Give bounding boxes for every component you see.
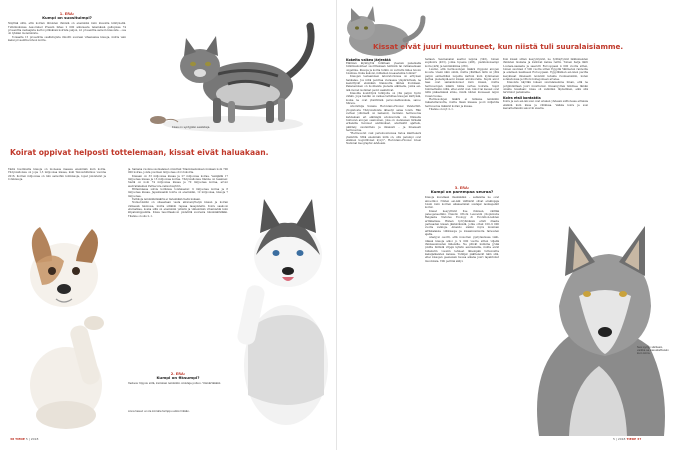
companionship-paragraph-3: Analyysi osoitti, että nuuorien pystytaulussa Lähi-idässä kissoja alkoi jo 9 000 vuotta sitten viljellä ihmisasumusten läheisille. Ne pitivät kuiluina jyvää jokilta hiillistä vitjejä kyläön asumuksilla, mutta eivät tullanutin vuosiin tehneet lähempää tuttavuutta kaksijalkaisten kanssa. Tutkijat päättelevät näin sitä, ettei kissojen geeneissä tuossa aikana juuri tapahtunut muutoksia. Villi perimä säilyi. [425, 236, 499, 263]
intelligence-box-title: Kumpi on fiksumpi? [156, 375, 200, 381]
right-col1-paragraph-3: Kissoilla koskittyvä tutkijoita on yhä paljon hyvin vähän. Jopa heidän on vaikea taltuttaa kissojen kärtyisiä, koska ne ovat yksilöllisiä persoonallisuuksia, sanoo Shreve. [346, 92, 421, 106]
intelligence-box-label: 2. ERÄ: [170, 372, 186, 376]
right-col1-paragraph-1: Eläinten älykkyyttä tutkitaan yleensä panemalla tutkimuskohteet suorittamaan tehtäviä tai ratkaisemaan ongelmia. Kissoja ja koiria tutkin on verrattu lähes tavoin toisiinsa. Kuka kekoisi, millainen koeasetelma toimisi? [346, 62, 421, 76]
companionship-box [425, 186, 499, 436]
left-col2-paragraph-1: ja. Samana vuonna suomalaiset omistivat Tilastokeskuksen mukaan noin 700 000 koiraa, joista puolisen miljoonaa oli rotukoiria. [128, 168, 228, 175]
right-col2-paragraph-1: hellaan. Seuraavaksi asettui leijona (545), toinen supikoira (453), jonka hyeena (495), pienikokoisempi koira (429) ja lemmikkikisa (250). [425, 58, 499, 68]
right-col2-paragraph-3: Hermosolujen määrä ei ratkaise lemmikin rakastettavuutta, mutta tässä kisassa pooti miljardia hermosolua lisäävät koiran ja kissaa. [425, 98, 499, 108]
left-footer-issue: 5 | 2018 [25, 437, 39, 441]
puppy-photo [6, 205, 126, 435]
right-column-2 [425, 58, 499, 184]
right-col2-paragraph-4: Tilanne on nyt 2–1. [429, 108, 454, 112]
dog-caption: Anna tassu! ei ole koiralle temppu eikä mikään. [128, 410, 190, 413]
experiments-subheading: Kokeita vaikea järjestää [346, 58, 391, 62]
contact-subheading: Koira etsii kontaktia [503, 96, 541, 101]
right-column-4 [503, 58, 588, 208]
companionship-paragraph-1: Kissoja kuvellaan itsenäisiksi – sellaisina ne ovat ainoolikoi. Niiden esi-isät välttävät olivat erakkojaja toisin kuin koirien aikaisemmat sustajat laumapelkit koirat. [425, 196, 499, 210]
popularity-paragraph-2: Toisaalta 15 prosenttia osallistujista ilmoitti suoraan vihaavansa kissoja, mutta vain kaksi prosenttia inhosi koiria. [8, 35, 126, 43]
popularity-box-label: 1. ERÄ: [59, 12, 75, 16]
left-column-1 [8, 168, 106, 198]
right-col2-paragraph-2: Luulisi, että hermosolujen määrä riippuisi aivojen koosta. Usein näin onkin, mutta yllättäen niitä on yhtä paljon esimerkiksi isojeilla karhun kuin kymmenen kertaa pienempiä-aoni kissan aivokuorella. Supin aivot taas ovat samankokoiset kuin kissan, mutta hermosolujen määrä tuhka vertaa koiralle. Supit tummettanko niitä, ettei eivät ovet, lukot tai kauset ovat niitä pääsemässä sinne, mistä niiden kuuseeen leijon ruuan tuulee. [425, 68, 499, 98]
popularity-paragraph-1: Näyttää siltä, että koirien ihmisten ihmisiä on enemmän kuin kissoilla kiintyneitä. Tutkimuksissa Associated Pressin lähes 2 000 aikuisesta tekemässä gallupissa 74 prosenttia vastaajista kertoi pitävänsä koirista paljon, 41 prosenttia samoin kissoista – osa oli tykkäsi molemmista. [8, 22, 126, 36]
right-col1-paragraph-4: Aivotutkija Suzana Herculano-Houzel Vanderbilt-yliopistosta Yhdysvalloista lähestyi asiaa toisin. Hän vertasi ydinmalli on laskenut, montako hermosolua kahdeksan eri eläinlajin aivokuorella on. Ilmiselle tuntuvan aivojen osamomen, joka on olennaisen tärkeää erilaisille tietoiset aistimukset, abstraktit ajattelu, päättely, suunnittelu ja ilmaisuti – ja ilmeisesti hermosolua. [346, 105, 421, 132]
right-page [337, 0, 674, 450]
left-col2-paragraph-2: Kissaan on 33 miljoonaa kissaa ja 27 miljoonaa koiraa. Venäjällä 17 miljoonaa kissaa ja 13 miljoonaa koiraa. Yhdysvalloissa tilanne on tasainen: Siellä on noin 74 miljoonaa kissaa ja 70 miljoonaa koiraa, arvioi australialainen PetSecure-vakuutusyhtiö. [128, 174, 228, 188]
kitten-photo [339, 0, 429, 60]
wolf-photo [499, 196, 669, 436]
left-page-number: 38 [10, 437, 15, 441]
right-col1-paragraph-2: Kissojen testaamisen laboratorioissa on erityisen hankalaa. Jos niitä pelottaa vieraassa ympäristössä, ne keskittyvät etsimään tilaisuutta lähteä livohkaan. Pakenemisen on luontaista pienelle eläimelle, jonka esi-isiä monet isommat pedot saalistivat. [346, 75, 421, 92]
companionship-box-title: Kumpi on parempaa seuraa? [430, 189, 494, 195]
intelligence-box [128, 372, 228, 408]
intelligence-box-paragraph: Vastaus riippuu siitä, kumman lemmikin omistaja puhuu. Ymmärtäkään [128, 382, 221, 386]
left-footer-brand: TIEDE [15, 437, 25, 441]
husky-dog-photo [228, 165, 337, 435]
companionship-box-label: 3. ERÄ: [454, 186, 470, 190]
right-col4-paragraph-1: Kun kissat sitten kesyyntyivät, ne lyöttäytyivät läikkunaisten ihmisten mukana ja kulkivat kakua reittä. Toinen harja lähti Lounais-Aasiasta ja saavutti Eurooppaan 4 000 vuotta sitten, toinen suuntasi 3 500 vuotta sitten Egyptiä Välimeren rannoille ja edelleen keskiseen Eurooppaan. Egyptiläinen esi-isien pacifia kesykissat ilmeisesti levisivät laivalla ruumasiunkin, kuten sotalaivoissa ja Ottoni kollegoineen arvelee. [503, 58, 588, 82]
left-footer [10, 437, 38, 441]
popularity-box-title: Kumpi on suosituimpi? [42, 15, 92, 21]
right-footer [613, 437, 641, 441]
right-col1-paragraph-5: "Hermosolut ovat perusluonnoissa tietoa käsittelevä yksiköitä. Mitä enemmän niitä on, sitä parempi ovat eläimen kognitiiviset kyvyt", Herculano-Houzel totesi National Geographic-lehdessä. [346, 132, 421, 146]
right-page-number: 37 [637, 437, 642, 441]
left-col2-paragraph-3: Britanniassa sulvle kotikissa toistaiseksi: 9 miljoonaa koiraa ja 8 miljoonaa kissaa. Japanissakin koiria on enemmän, 12 miljoonaa, kissoja 7 miljoonaa. [128, 188, 228, 198]
left-col1-paragraph: Tästä huolimatta kissoja on monessa maassa enemmän kuin koiria. Yhdysvalloissa on jopa 1,3 miljoonaa kissaa, kuki Taloustutkimus vuonna 2016. Koirien miljoonaa on niin samoihin kotikissoja, lopat juloistetut ja rotukissoja. [8, 168, 106, 182]
left-column-2 [128, 168, 228, 373]
right-footer-issue: 5 | 2018 [613, 437, 626, 441]
cat-caption: Kissa on syntyjään saalistaja. [172, 126, 211, 129]
right-footer-brand: TIEDE [626, 437, 637, 441]
right-headline: Kissat eivät juuri muuttuneet, kun niistä tuli suuralaisiamme. [373, 42, 624, 51]
left-col2-paragraph-5: Numerokkiki on olkeastaan vasta alkuvenyttelyä kissan ja koiran välisessä taistossa, mutta siitäkin rapsaa tasapisteitä. Koira saakoon etumatkaa, koska sillä on enemmän ystäviä ja vähemmän vihamiehiä kuin kilpakumppanilla. Kissa tasoittaakoon pistetillä suuresta lukumäärällään. Tilanne on siis 2–1. [128, 201, 228, 218]
right-column-1 [346, 58, 421, 436]
right-col4b-paragraph: Koira ja sen esi-isä susi ovat aivalen yhdessä sulttotessa erilaisia eläimiä kuin kissa ja villikissa. Valkka koira ja susi kasvattettaisiin saiovvin sisaria. [503, 100, 588, 110]
hunting-cat-photo [138, 6, 328, 136]
wolf-caption: Susi syöyy säilässä, vaikka se kasvatettaisiin kuin koira. [637, 346, 669, 356]
companionship-paragraph-2: Kissat kesyyttivät itse ihmisen, väittää paleogeneetikko Claudio Ottoni Leuvenin yliopistosta Belgiasta Natures Ecology & Evolution-lehden artikkelissa. Hänen työryhmänsä eristi dnasta parissadan kissan jäännöksistä, jotka olivat 100–9 000 vuotta vanhoja. Aineisto sisälsi myös muuman afrikkalaisia villikissoja ja kissamuumioita faraosten ajalta. [425, 209, 499, 237]
left-col2-paragraph-4: Tarkkoja lemmikkimääriä ei tietenkään tiedä kukaan. [132, 198, 201, 202]
left-headline: Koirat oppivat helposti tottelemaan, kissat eivät haluakaan. [10, 148, 269, 157]
right-col4-paragraph-2: Kissoista näyttää lukeen suuralaisemme ilman, että ne pohjimmiltaan juuri muuttuivat. Kissanyytteä tulkitsee tämän omalla tavallaan: kissa oli valmiiksi täydellinen, eikä sitä tarvinnut parannella. [503, 81, 588, 95]
popularity-box [8, 12, 126, 42]
